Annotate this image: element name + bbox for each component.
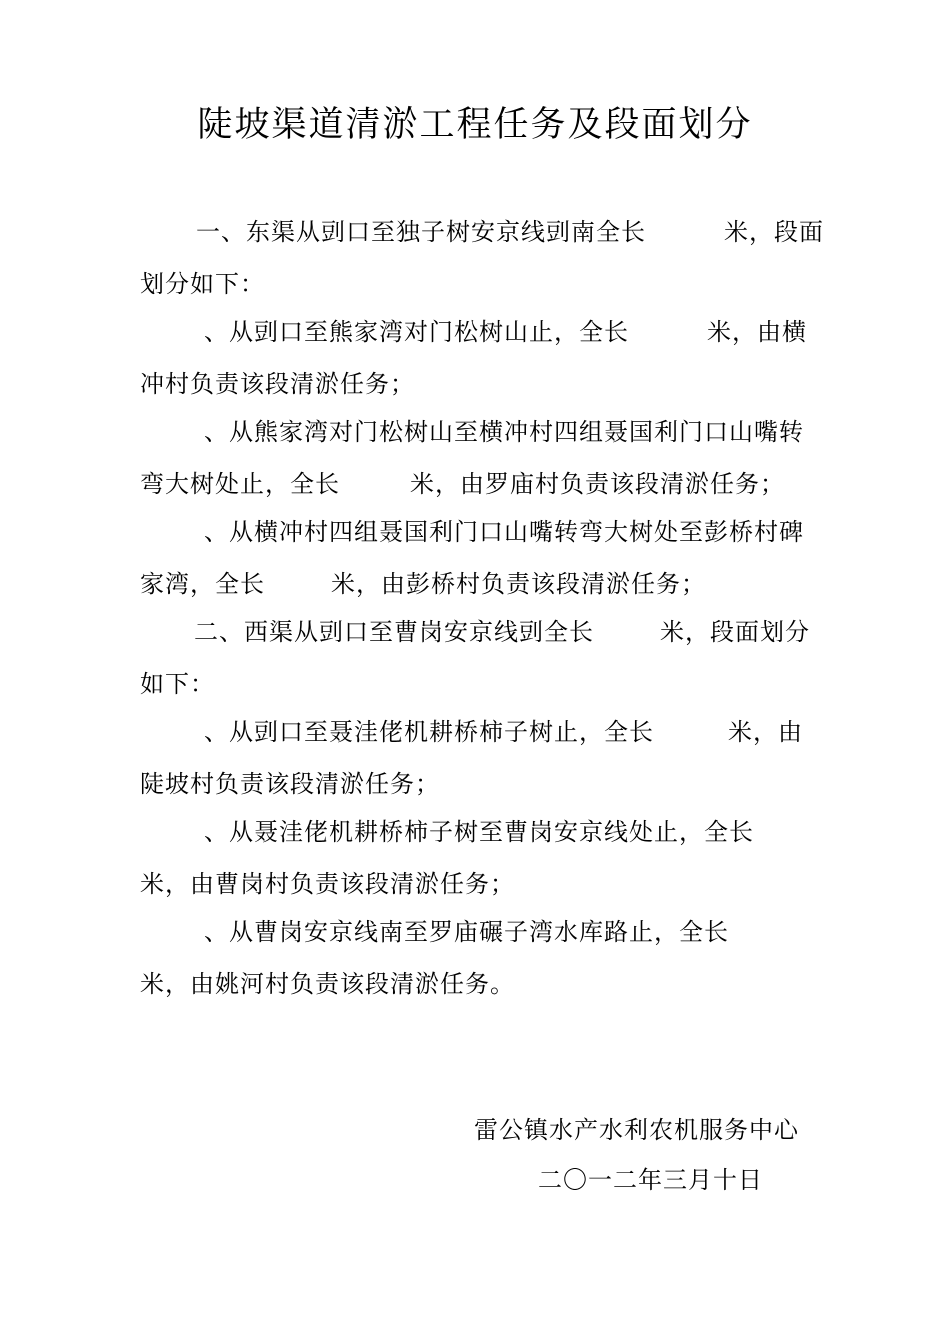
text: 米，由 <box>728 718 803 746</box>
text: 二、西渠从剅口至曹岗安京线剅全长 <box>194 618 594 646</box>
paragraph-section-6 <box>140 906 820 1010</box>
text: 、从剅口至聂洼佬机耕桥柿子树止，全长 <box>204 718 654 746</box>
text: 划分如下： <box>140 270 265 298</box>
paragraph-section-4 <box>140 706 820 810</box>
paragraph-section-3 <box>140 506 820 610</box>
text: 、从剅口至熊家湾对门松树山止，全长 <box>204 318 629 346</box>
signature-organization: 雷公镇水产水利农机服务中心 <box>474 1116 799 1144</box>
text: 冲村负责该段清淤任务； <box>140 370 415 398</box>
text: 米，由横 <box>707 318 807 346</box>
text: 米，由姚河村负责该段清淤任务。 <box>140 970 515 998</box>
text: 弯大树处止，全长 <box>140 470 340 498</box>
text: 、从横冲村四组聂国利门口山嘴转弯大树处至彭桥村碑 <box>204 518 804 546</box>
text: 如下： <box>140 670 215 698</box>
text: 米，由罗庙村负责该段清淤任务； <box>410 470 785 498</box>
signature-date: 二〇一二年三月十日 <box>538 1166 763 1194</box>
page-title: 陡坡渠道清淤工程任务及段面划分 <box>197 105 753 145</box>
text: 家湾，全长 <box>140 570 265 598</box>
text: 、从聂洼佬机耕桥柿子树至曹岗安京线处止，全长 <box>204 818 754 846</box>
text: 米，由曹岗村负责该段清淤任务； <box>140 870 515 898</box>
paragraph-west-channel <box>140 606 820 710</box>
paragraph-section-5 <box>140 806 820 910</box>
text: 米，段面 <box>724 218 824 246</box>
text: 米，由彭桥村负责该段清淤任务； <box>331 570 706 598</box>
paragraph-section-2 <box>140 406 820 510</box>
text: 米，段面划分 <box>660 618 810 646</box>
text: 、从熊家湾对门松树山至横冲村四组聂国利门口山嘴转 <box>204 418 804 446</box>
paragraph-section-1 <box>140 306 820 410</box>
text: 一、东渠从剅口至独子树安京线剅南全长 <box>196 218 646 246</box>
text: 陡坡村负责该段清淤任务； <box>140 770 440 798</box>
text: 、从曹岗安京线南至罗庙碾子湾水库路止，全长 <box>204 918 729 946</box>
paragraph-east-channel <box>140 206 824 310</box>
